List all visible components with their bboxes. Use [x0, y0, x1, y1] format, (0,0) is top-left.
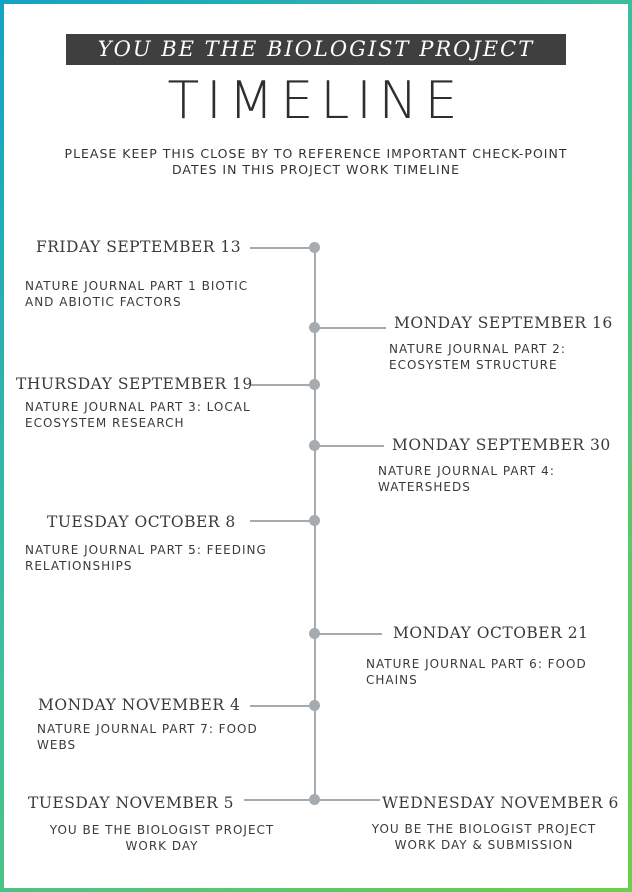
event-description-line: NATURE JOURNAL PART 6: FOOD: [366, 657, 587, 671]
event-description-line: NATURE JOURNAL PART 5: FEEDING: [25, 543, 267, 557]
event-description-line: NATURE JOURNAL PART 2:: [389, 342, 566, 356]
event-description-line: YOU BE THE BIOLOGIST PROJECT: [371, 822, 597, 836]
event-description-line: NATURE JOURNAL PART 1 BIOTIC: [25, 279, 249, 293]
event-description: [378, 463, 555, 495]
event-description-line: YOU BE THE BIOLOGIST PROJECT: [49, 823, 275, 837]
event-description-line: WEBS: [37, 738, 77, 752]
event-dot: [309, 515, 320, 526]
project-banner: YOU BE THE BIOLOGIST PROJECT: [66, 34, 566, 65]
event-connector: [250, 520, 314, 522]
event-description: [25, 399, 251, 431]
event-description-line: NATURE JOURNAL PART 3: LOCAL: [25, 400, 251, 414]
page-subtitle: [44, 146, 588, 178]
event-description: [24, 822, 300, 854]
event-connector: [316, 633, 382, 635]
subtitle-line: PLEASE KEEP THIS CLOSE BY TO REFERENCE IMPORTANT CHECK-POINT: [64, 146, 568, 161]
event-description-line: WORK DAY & SUBMISSION: [394, 838, 574, 852]
event-description: [25, 542, 267, 574]
event-description-line: NATURE JOURNAL PART 7: FOOD: [37, 722, 258, 736]
event-connector: [250, 247, 314, 249]
event-connector: [250, 705, 314, 707]
event-dot: [309, 700, 320, 711]
event-description-line: WORK DAY: [125, 839, 199, 853]
event-description-line: WATERSHEDS: [378, 480, 471, 494]
event-date: TUESDAY NOVEMBER 5: [28, 794, 235, 812]
event-description: [37, 721, 258, 753]
event-description: [354, 821, 614, 853]
event-dot: [309, 440, 320, 451]
event-date: MONDAY OCTOBER 21: [393, 624, 589, 642]
event-dot: [309, 628, 320, 639]
event-description-line: NATURE JOURNAL PART 4:: [378, 464, 555, 478]
event-description: [25, 278, 248, 310]
event-date: THURSDAY SEPTEMBER 19: [16, 375, 253, 393]
event-dot: [309, 242, 320, 253]
event-description: [389, 341, 566, 373]
event-connector: [316, 327, 386, 329]
event-description: [366, 656, 587, 688]
timeline-page: [4, 4, 628, 888]
event-date: MONDAY NOVEMBER 4: [38, 696, 241, 714]
event-connector: [244, 799, 314, 801]
event-date: FRIDAY SEPTEMBER 13: [36, 238, 242, 256]
event-description-line: AND ABIOTIC FACTORS: [25, 295, 182, 309]
event-description-line: CHAINS: [366, 673, 418, 687]
event-description-line: ECOSYSTEM RESEARCH: [25, 416, 185, 430]
event-connector: [316, 799, 380, 801]
event-dot: [309, 379, 320, 390]
event-description-line: ECOSYSTEM STRUCTURE: [389, 358, 558, 372]
event-date: TUESDAY OCTOBER 8: [47, 513, 236, 531]
event-dot: [309, 322, 320, 333]
subtitle-line: DATES IN THIS PROJECT WORK TIMELINE: [171, 162, 460, 177]
event-connector: [316, 445, 384, 447]
event-connector: [250, 384, 314, 386]
event-date: MONDAY SEPTEMBER 30: [392, 436, 611, 454]
event-date: WEDNESDAY NOVEMBER 6: [382, 794, 619, 812]
event-description-line: RELATIONSHIPS: [25, 559, 133, 573]
page-title: TIMELINE: [167, 71, 465, 131]
event-date: MONDAY SEPTEMBER 16: [394, 314, 613, 332]
